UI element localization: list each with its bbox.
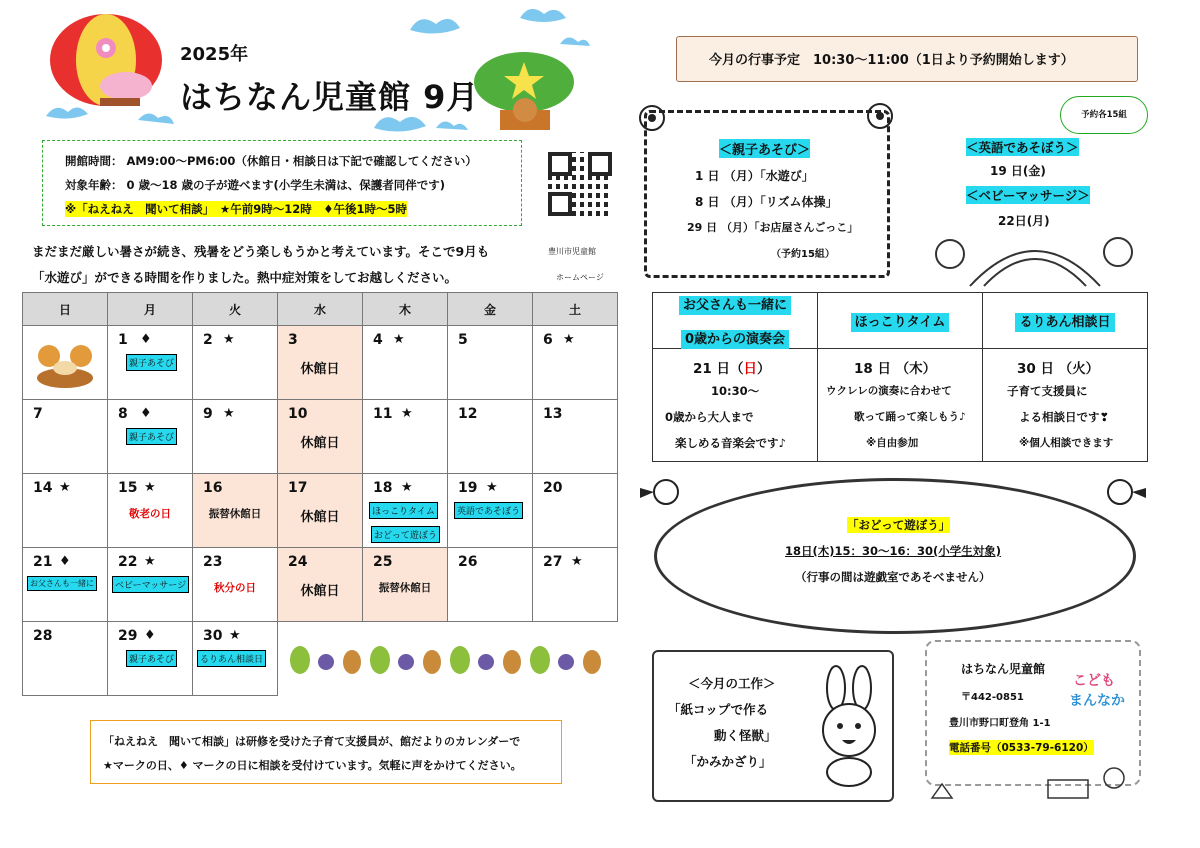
qr-code[interactable] (548, 152, 612, 216)
event-tag: ベビーマッサージ (112, 576, 189, 593)
english-date: 19 日(金) (990, 164, 1046, 178)
calendar-cell: 1 ♦ 親子あそび (108, 326, 193, 400)
event-concert-detail: 21 日（日） 10:30～ 0歳から大人まで 楽しめる音楽会です♪ (653, 349, 818, 462)
clouds-illustration (370, 0, 600, 52)
calendar-table (22, 292, 618, 696)
calendar-cell: 5 (448, 326, 533, 400)
event-hokkori-header: ほっこりタイム (818, 293, 983, 349)
weekday-wed: 水 (278, 293, 363, 326)
event-tag: 親子あそび (126, 650, 177, 667)
calendar-cell: 26 (448, 548, 533, 622)
target-age: 対象年齢： 0 歳～18 歳の子が遊べます(小学生未満は、保護者同伴です) (65, 178, 446, 192)
reservation-cloud: 予約各15組 (1060, 96, 1148, 134)
weekday-mon: 月 (108, 293, 193, 326)
event-concert-header: お父さんも一緒に 0歳からの演奏会 (653, 293, 818, 349)
calendar-cell: 19 ★ 英語であそぼう (448, 474, 533, 548)
phone-number: 電話番号（0533-79-6120） (949, 742, 1094, 754)
page-title: はちなん児童館 9月 (180, 78, 480, 116)
autumn-leaves-illustration (286, 640, 606, 680)
calendar-header-row (23, 293, 618, 326)
weekday-sun: 日 (23, 293, 108, 326)
opening-hours: 開館時間： AM9:00～PM6:00（休館日・相談日は下記で確認してください） (65, 154, 477, 168)
flower-corner-icon (630, 96, 690, 136)
intro-line-1: まだまだ厳しい暑さが続き、残暑をどう楽しもうかと考えています。そこで9月も (32, 244, 490, 259)
postal-code: 〒442-0851 (961, 692, 1024, 703)
calendar-cell: 15 ★ 敬老の日 (108, 474, 193, 548)
calendar-cell: 18 ★ ほっこりタイム おどって遊ぼう (363, 474, 448, 548)
calendar-cell: 9 ★ (193, 400, 278, 474)
events-header-row (653, 293, 1148, 349)
center-name: はちなん児童館 (961, 662, 1046, 676)
calendar-cell: 30 ★ るりあん相談日 (193, 622, 278, 696)
odotte-time: 18日(木)15：30～16：30(小学生対象) (785, 544, 1002, 558)
kids-rainbow-illustration (920, 226, 1150, 288)
calendar-cell: 25 振替休館日 (363, 548, 448, 622)
calendar-week (23, 400, 618, 474)
calendar-cell: 21 ♦ お父さんも一緒に (23, 548, 108, 622)
consult-note-2: ★マークの日、♦ マークの日に相談を受付けています。気軽に声をかけてください。 (103, 759, 522, 772)
calendar-cell: 29 ♦ 親子あそび (108, 622, 193, 696)
street-address: 豊川市野口町登角 1-1 (949, 718, 1051, 729)
weekday-sat: 土 (533, 293, 618, 326)
bird-icon (636, 470, 686, 510)
event-tag: お父さんも一緒に (27, 576, 97, 591)
event-tag: ほっこりタイム (369, 502, 438, 519)
calendar-cell: 23 秋分の日 (193, 548, 278, 622)
green-balloon-illustration (466, 48, 586, 138)
calendar-week (23, 622, 618, 696)
calendar-cell: 22 ★ ベビーマッサージ (108, 548, 193, 622)
event-tag: おどって遊ぼう (371, 526, 440, 543)
events-table (652, 292, 1148, 462)
opening-info-box (42, 140, 522, 226)
schedule-banner-text: 今月の行事予定 10:30～11:00（1日より予約開始します） (709, 53, 1074, 68)
year-label: 2025年 (180, 44, 249, 65)
odotte-note: （行事の間は遊戯室であそべません） (795, 570, 991, 584)
calendar-week (23, 548, 618, 622)
craft-line-3: 「かみかざり」 (684, 754, 772, 769)
calendar-cell: 14 ★ (23, 474, 108, 548)
event-tag: 親子あそび (126, 354, 177, 371)
qr-caption-1: 豊川市児童館 (548, 247, 596, 256)
oyako-line-4: （予約15組） (771, 249, 835, 260)
calendar-cell: 27 ★ (533, 548, 618, 622)
calendar-cell: 12 (448, 400, 533, 474)
calendar-decoration-cell (278, 622, 618, 696)
calendar-cell: 24 休館日 (278, 548, 363, 622)
events-body-row (653, 349, 1148, 462)
weekday-tue: 火 (193, 293, 278, 326)
schedule-banner (676, 36, 1138, 82)
craft-title: ＜今月の工作＞ (688, 676, 776, 691)
event-tag: 親子あそび (126, 428, 177, 445)
town-illustration (928, 762, 1136, 802)
event-tag: 英語であそぼう (454, 502, 523, 519)
event-ririan-detail: 30 日 （火） 子育て支援員に よる相談日です❣ ※個人相談できます (983, 349, 1148, 462)
craft-line-2: 動く怪獣」 (714, 728, 777, 743)
odotte-oval-frame (654, 478, 1136, 634)
intro-line-2: 「水遊び」ができる時間を作りました。熱中症対策をしてお越しください。 (32, 270, 458, 285)
calendar-cell: 11 ★ (363, 400, 448, 474)
baby-massage-date: 22日(月) (998, 214, 1050, 228)
calendar-cell (23, 326, 108, 400)
craft-line-1: 「紙コップで作る (668, 702, 769, 717)
weekday-fri: 金 (448, 293, 533, 326)
baby-massage-title: ＜ベビーマッサージ＞ (966, 188, 1090, 203)
oyako-title: ＜親子あそび＞ (719, 139, 810, 158)
event-ririan-header: るりあん相談日 (983, 293, 1148, 349)
event-hokkori-detail: 18 日 （木） ウクレレの演奏に合わせて 歌って踊って楽しもう♪ ※自由参加 (818, 349, 983, 462)
kodomo-logo-2: まんなか (1069, 693, 1125, 709)
hot-air-balloon-illustration (40, 8, 180, 136)
calendar-week (23, 326, 618, 400)
calendar-cell: 2 ★ (193, 326, 278, 400)
calendar-cell: 7 (23, 400, 108, 474)
holiday-label: 敬老の日 (129, 508, 171, 520)
odotte-title: 「おどって遊ぼう」 (847, 518, 951, 532)
calendar-cell: 3 休館日 (278, 326, 363, 400)
calendar-cell: 16 振替休館日 (193, 474, 278, 548)
oyako-line-1: 1 日 （月）「水遊び」 (695, 169, 814, 183)
calendar-cell: 20 (533, 474, 618, 548)
oyako-line-2: 8 日 （月）「リズム体操」 (695, 195, 838, 209)
calendar-cell: 17 休館日 (278, 474, 363, 548)
kodomo-logo-1: こども (1073, 673, 1115, 689)
calendar-cell: 28 (23, 622, 108, 696)
acorn-friends-illustration (33, 334, 97, 390)
bird-icon (1100, 470, 1150, 510)
english-title: ＜英語であそぼう＞ (966, 140, 1079, 155)
calendar-cell: 4 ★ (363, 326, 448, 400)
calendar-week (23, 474, 618, 548)
oyako-line-3: 29 日 （月）「お店屋さんごっこ」 (687, 221, 859, 234)
qr-caption-2: ホームページ (556, 273, 604, 282)
holiday-label: 秋分の日 (214, 582, 256, 594)
consult-hours: ※「ねえねえ 聞いて相談」 ★午前9時～12時 ♦午後1時～5時 (65, 202, 408, 216)
calendar-cell: 6 ★ (533, 326, 618, 400)
flower-corner-icon (860, 96, 900, 136)
consult-note-1: 「ねえねえ 聞いて相談」は研修を受けた子育て支援員が、館だよりのカレンダーで (103, 735, 521, 748)
consult-note-box (90, 720, 562, 784)
rabbit-illustration (806, 664, 890, 788)
event-concert-date: 21 日（日） (693, 361, 771, 377)
calendar-cell: 10 休館日 (278, 400, 363, 474)
calendar-cell: 8 ♦ 親子あそび (108, 400, 193, 474)
event-tag: るりあん相談日 (197, 650, 266, 667)
weekday-thu: 木 (363, 293, 448, 326)
calendar-cell: 13 (533, 400, 618, 474)
